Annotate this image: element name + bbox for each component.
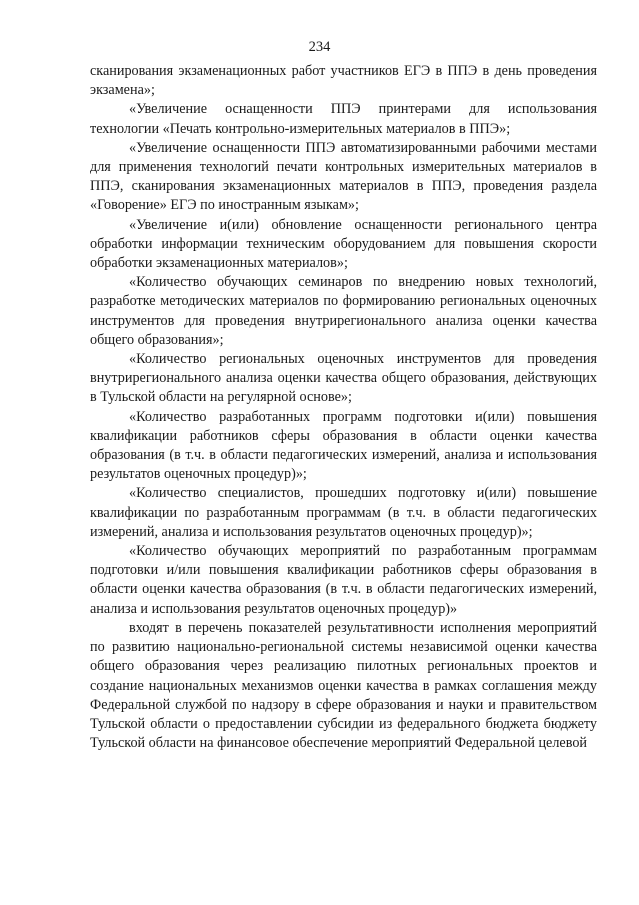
document-body bbox=[90, 62, 597, 753]
paragraph-indicators-list: входят в перечень показателей результативности исполнения мероприятий по развитию национально-региональной системы независимой оценки качества общего образования через реализацию пилотных региональных проектов и создание национальных механизмов оценки качества в рамках соглашения между Федеральной службой по надзору в сфере образования и науки и правительством Тульской области о предоставлении субсидии из федерального бюджета бюджету Тульской области на финансовое обеспечение мероприятий Федеральной целевой bbox=[90, 619, 597, 752]
paragraph-printers: «Увеличение оснащенности ППЭ принтерами для использования технологии «Печать контрольно-измерительных материалов в ППЭ»; bbox=[90, 101, 597, 137]
paragraph-specialists: «Количество специалистов, прошедших подготовку и(или) повышение квалификации по разработанным программам (в т.ч. в области педагогических измерений, анализа и использования результатов оценочных процедур)»; bbox=[90, 485, 597, 540]
paragraph-training-programs: «Количество разработанных программ подготовки и(или) повышения квалификации работников сферы образования в области оценки качества образования (в т.ч. в области педагогических измерений, анализа и использования результатов оценочных процедур)»; bbox=[90, 408, 597, 483]
paragraph-seminars: «Количество обучающих семинаров по внедрению новых технологий, разработке методических материалов по формированию региональных оценочных инструментов для проведения внутрирегионального анализа оценки качества общего образования»; bbox=[90, 274, 597, 348]
paragraph-workstations: «Увеличение оснащенности ППЭ автоматизированными рабочими местами для применения технологий печати контрольных измерительных материалов в ППЭ, сканирования экзаменационных материалов в ППЭ, проведения раздела «Говорение» ЕГЭ по иностранным языкам»; bbox=[90, 139, 597, 214]
page-number: 234 bbox=[308, 39, 331, 55]
paragraph-continuation-scanning: сканирования экзаменационных работ участников ЕГЭ в ППЭ в день проведения экзамена»; bbox=[90, 63, 597, 99]
paragraph-training-events: «Количество обучающих мероприятий по разработанным программам подготовки и/или повышения квалификации работников сферы образования в области оценки качества образования (в т.ч. в области педагогических измерений, анализа и использования результатов оценочных процедур)» bbox=[90, 543, 597, 617]
paragraph-processing-center: «Увеличение и(или) обновление оснащенности регионального центра обработки информации техническим оборудованием для повышения скорости обработки экзаменационных материалов»; bbox=[90, 216, 597, 272]
paragraph-regional-instruments: «Количество региональных оценочных инструментов для проведения внутрирегионального анализа оценки качества общего образования, действующих в Тульской области на регулярной основе»; bbox=[90, 351, 597, 406]
